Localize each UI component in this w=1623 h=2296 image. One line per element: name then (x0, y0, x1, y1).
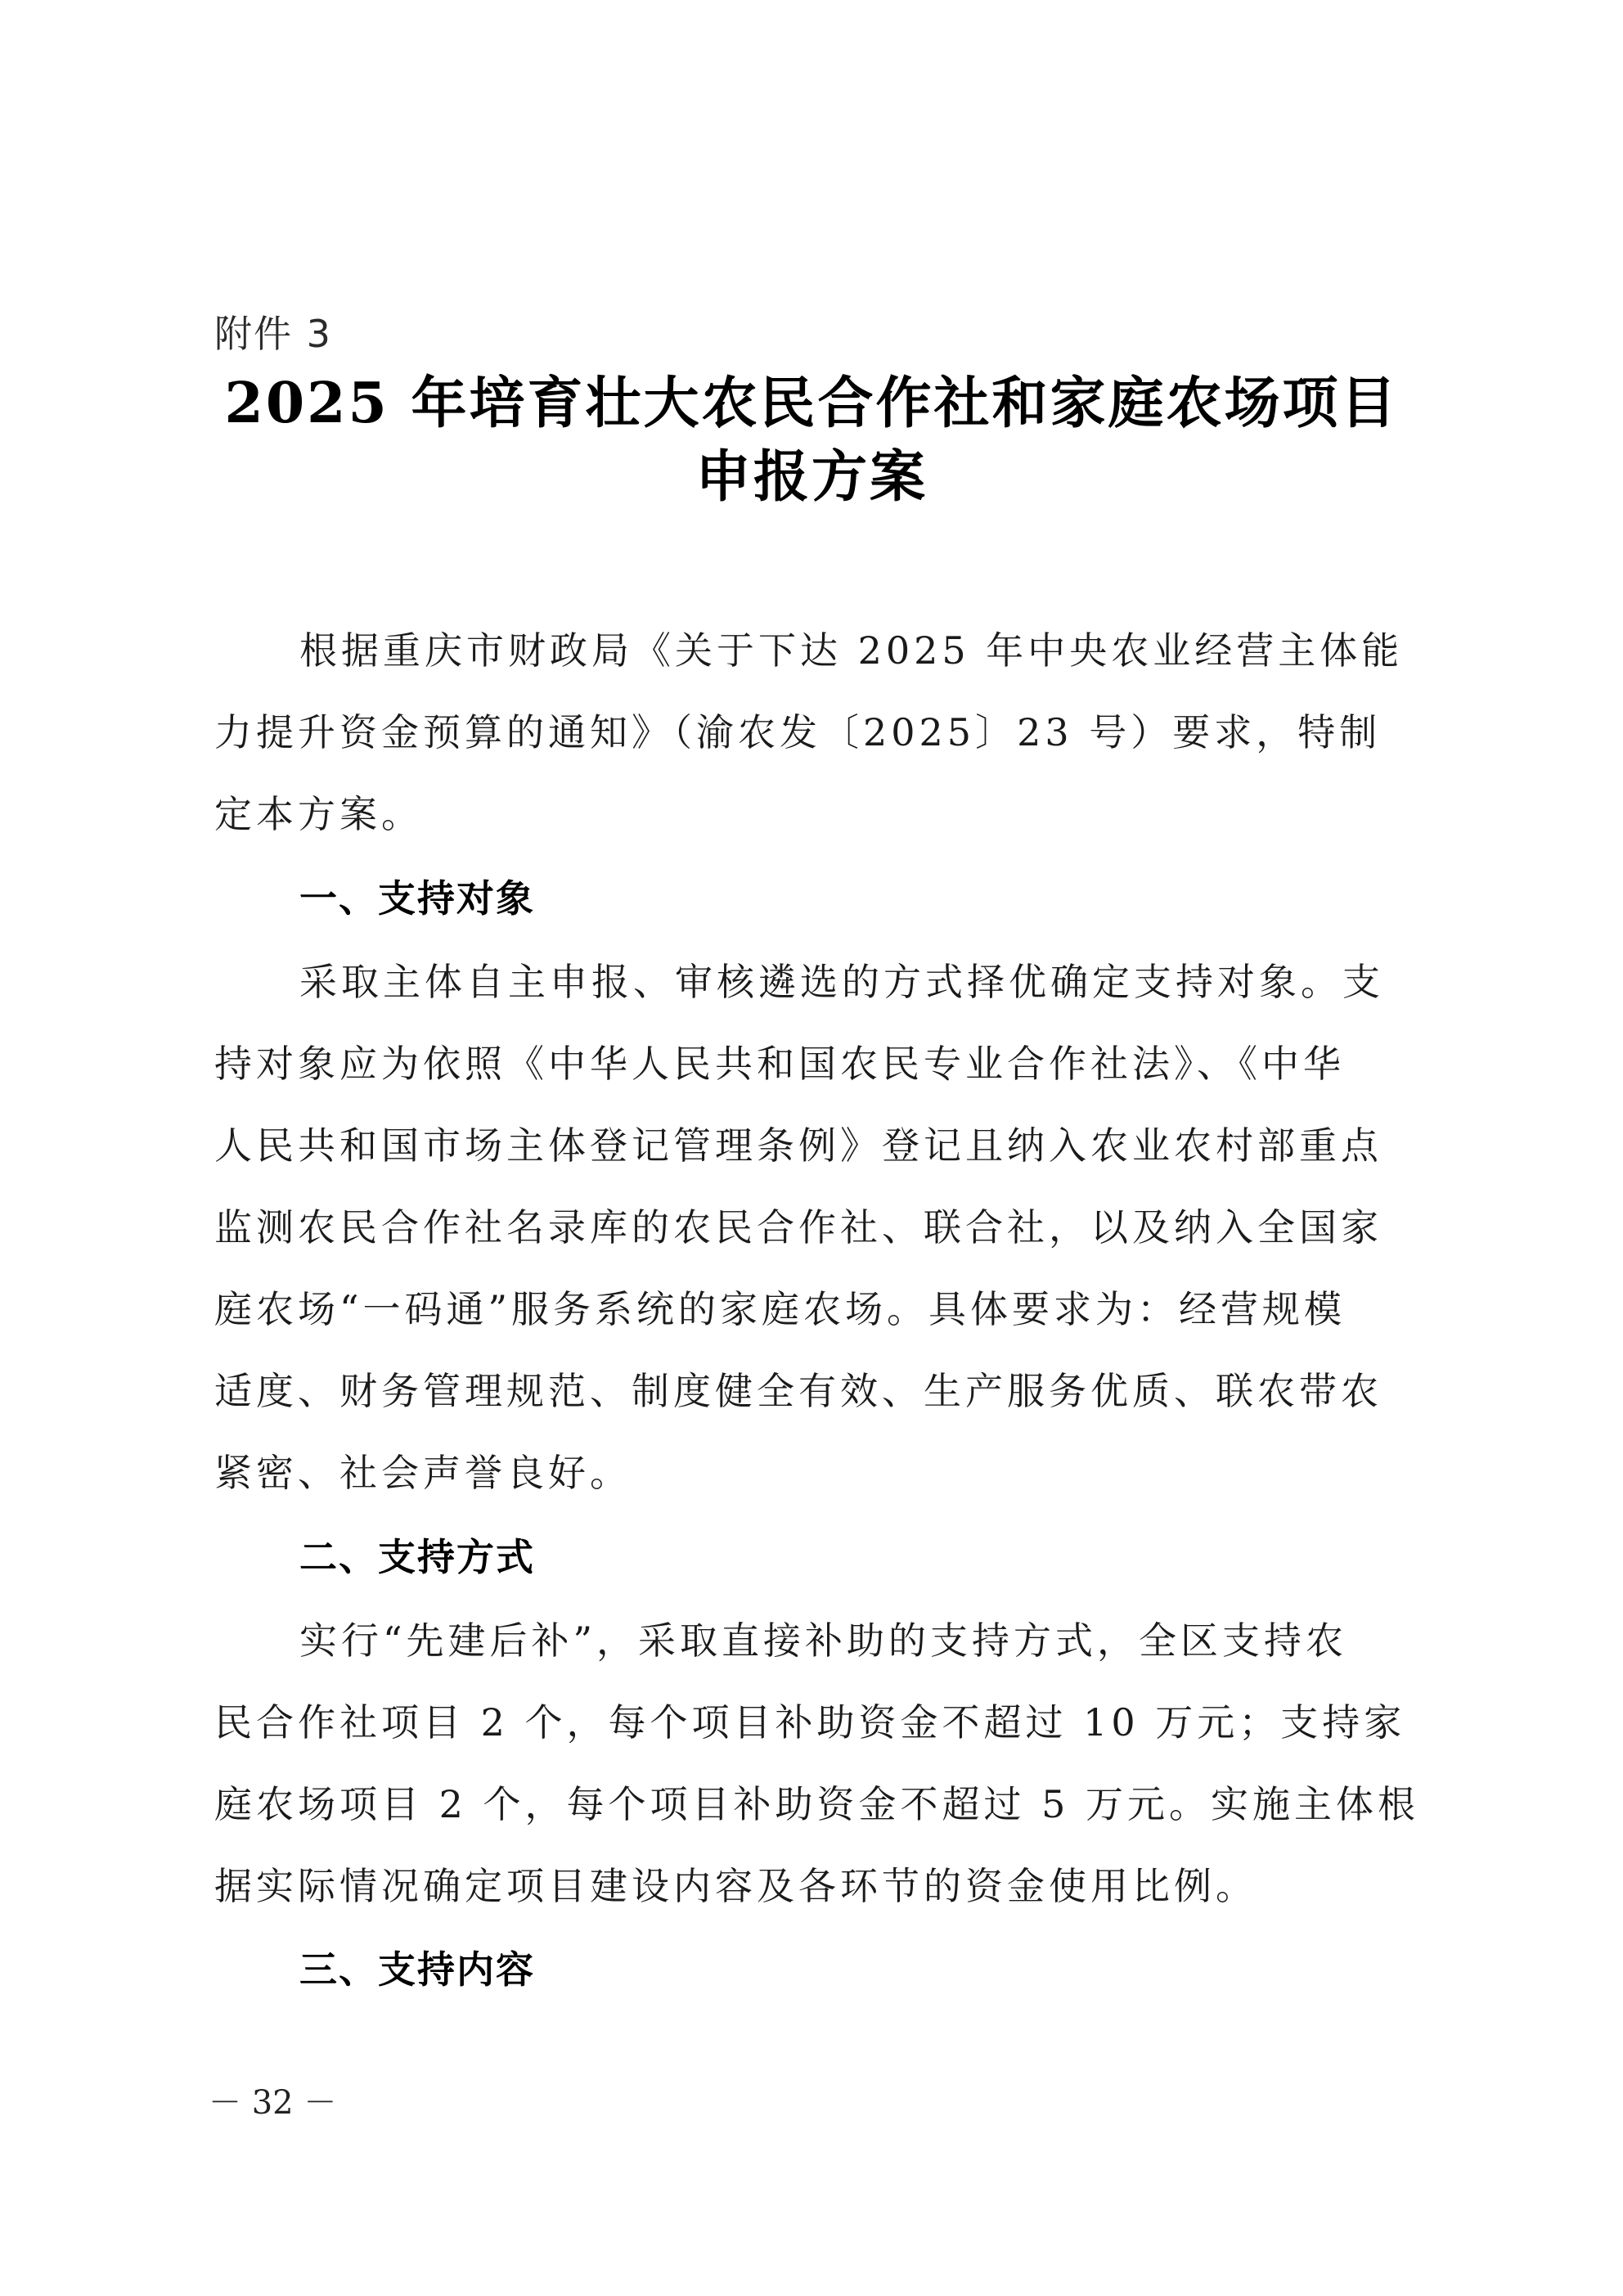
section-2-paragraph (214, 1600, 1420, 1927)
section-heading-2: 二、支持方式 (299, 1535, 535, 1579)
title-line-1: 2025 年培育壮大农民合作社和家庭农场项目 (224, 371, 1399, 436)
paragraph-line: 监测农民合作社名录库的农民合作社、联合社，以及纳入全国家 (214, 1205, 1382, 1249)
paragraph-line: 据实际情况确定项目建设内容及各环节的资金使用比例。 (214, 1864, 1257, 1908)
paragraph-line: 庭农场项目 2 个，每个项目补助资金不超过 5 万元。实施主体根 (214, 1782, 1420, 1826)
paragraph-line: 根据重庆市财政局《关于下达 2025 年中央农业经营主体能 (299, 628, 1404, 673)
paragraph-line: 持对象应为依照《中华人民共和国农民专业合作社法》、《中华 (214, 1042, 1345, 1086)
page-number: － 32 － (209, 2084, 337, 2122)
paragraph-line: 力提升资金预算的通知》（渝农发〔2025〕23 号）要求，特制 (214, 710, 1382, 754)
title-line-2: 申报方案 (695, 444, 928, 510)
document-title (0, 367, 1623, 514)
paragraph-line: 庭农场“一码通”服务系统的家庭农场。具体要求为：经营规模 (214, 1287, 1347, 1331)
attachment-label: 附件 3 (214, 312, 332, 356)
paragraph-line: 紧密、社会声誉良好。 (214, 1451, 632, 1495)
intro-paragraph (214, 610, 1409, 855)
paragraph-line: 定本方案。 (214, 792, 423, 836)
section-1-paragraph (214, 941, 1409, 1514)
section-heading-1: 一、支持对象 (299, 876, 535, 921)
paragraph-line: 采取主体自主申报、审核遴选的方式择优确定支持对象。支 (299, 960, 1384, 1004)
paragraph-line: 适度、财务管理规范、制度健全有效、生产服务优质、联农带农 (214, 1369, 1382, 1413)
paragraph-line: 实行“先建后补”，采取直接补助的支持方式，全区支持农 (299, 1618, 1348, 1663)
paragraph-line: 民合作社项目 2 个，每个项目补助资金不超过 10 万元；支持家 (214, 1700, 1406, 1745)
paragraph-line: 人民共和国市场主体登记管理条例》登记且纳入农业农村部重点 (214, 1123, 1382, 1168)
section-heading-3: 三、支持内容 (299, 1947, 535, 1992)
